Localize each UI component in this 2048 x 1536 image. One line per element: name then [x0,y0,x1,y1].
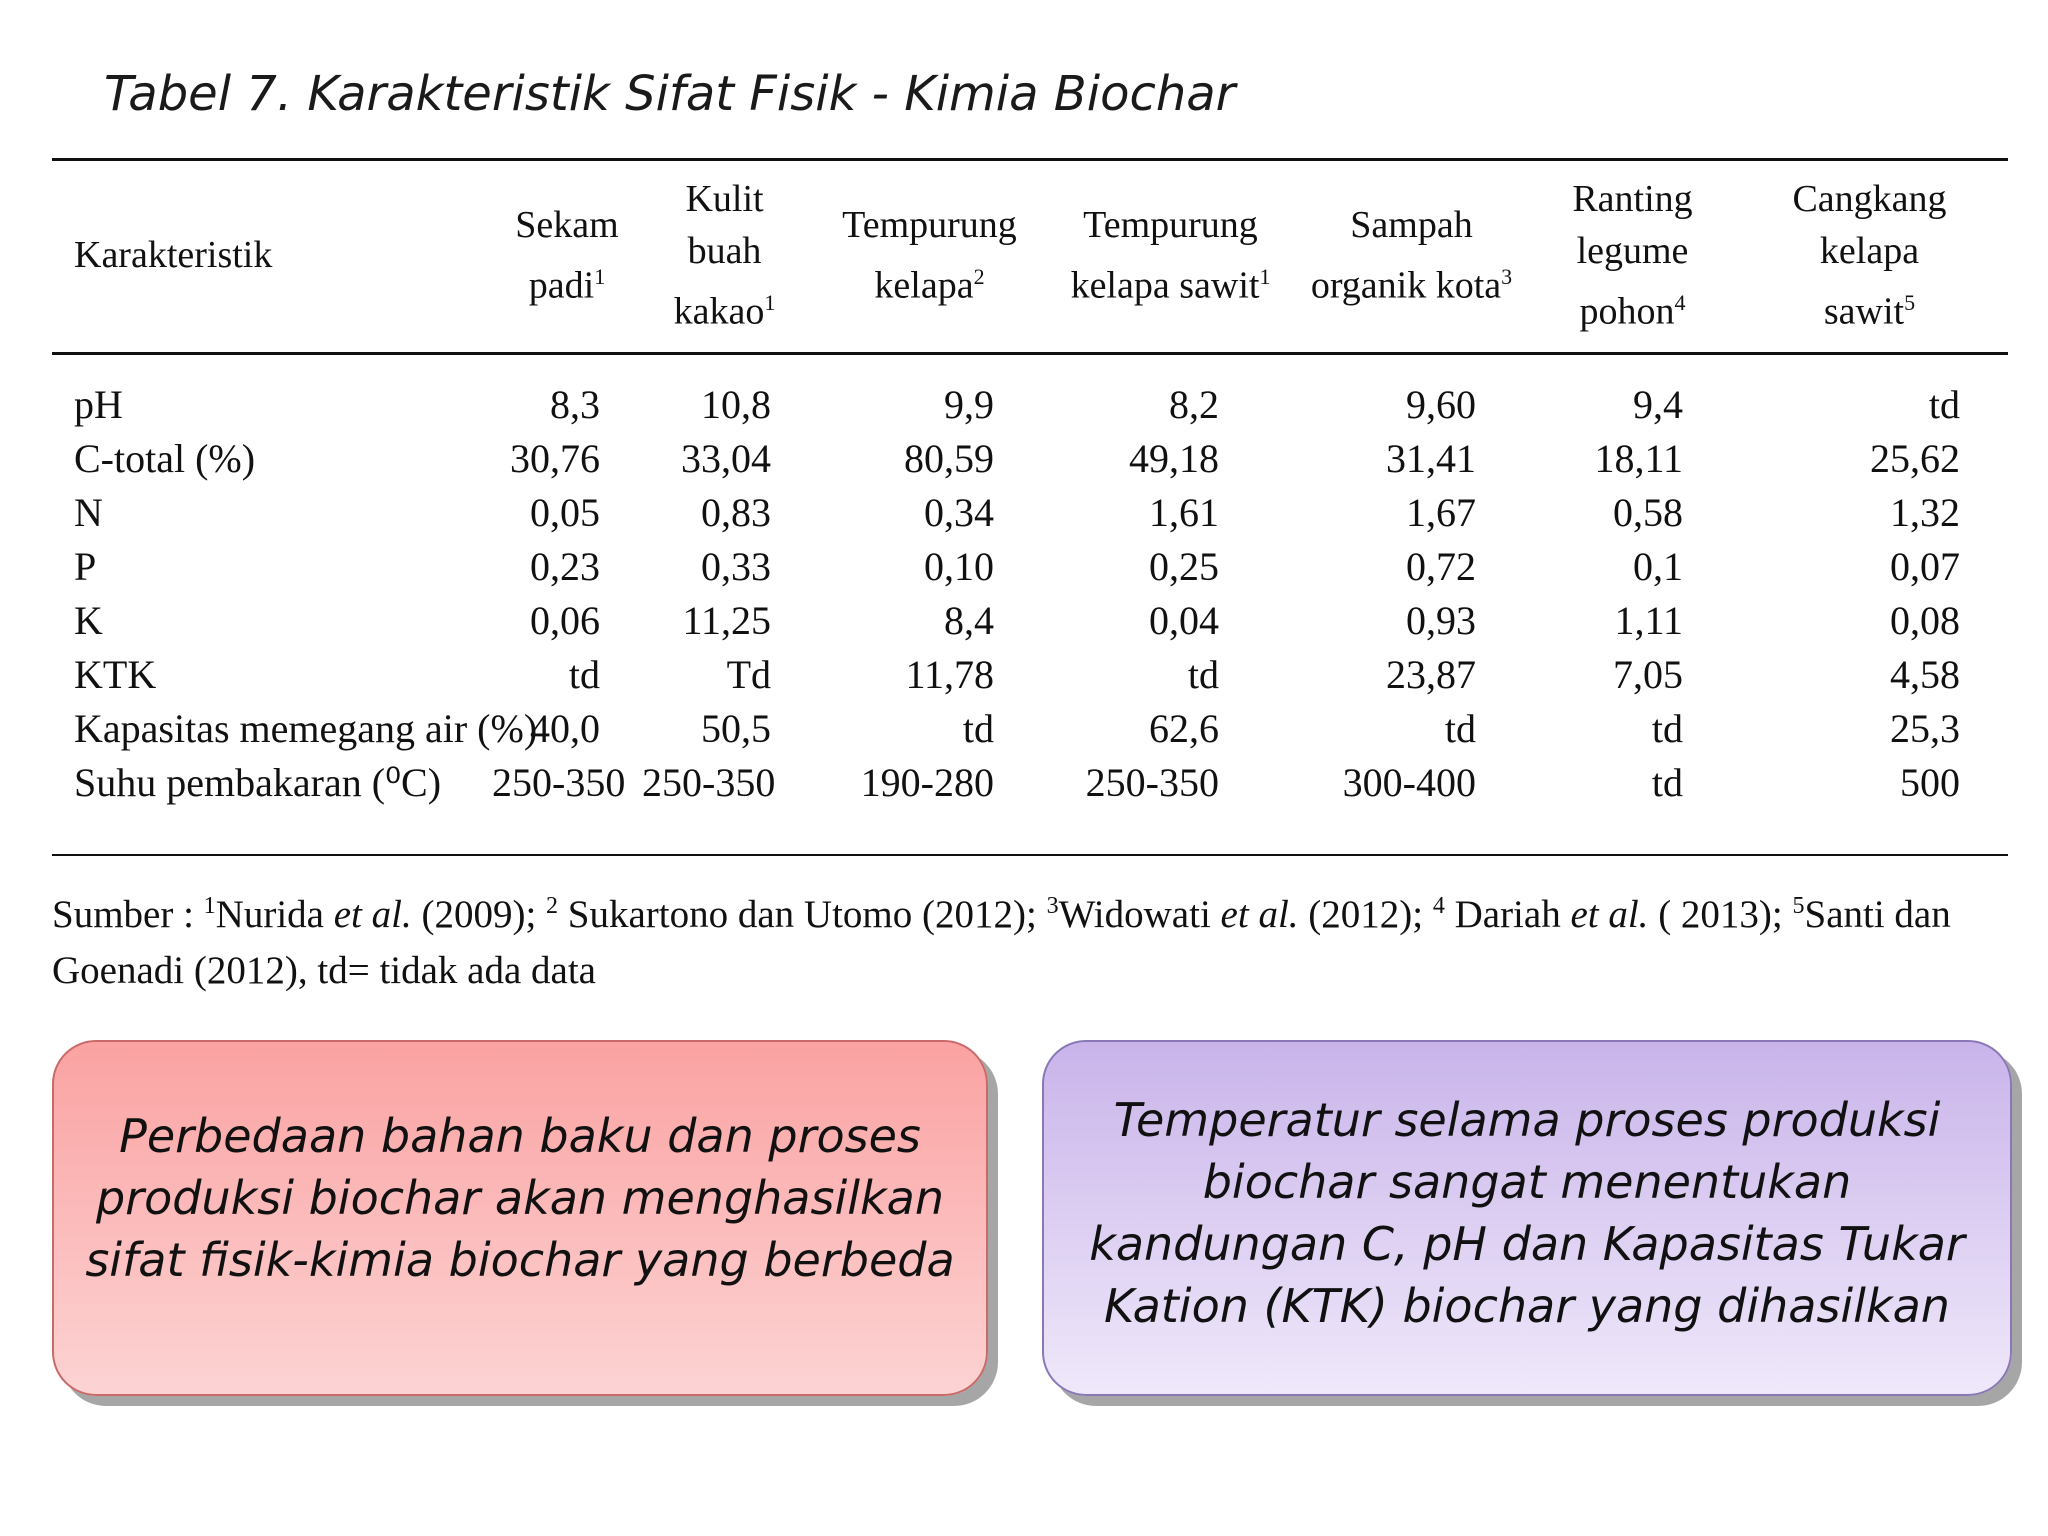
column-header [1534,160,1731,350]
table-cell: 0,04 [1149,598,1219,643]
callout-text: Perbedaan bahan baku dan proses produksi biochar akan menghasilkan sifat fisik-kimia biochar yang berbeda [85,1109,955,1287]
table-cell: 500 [1900,760,1960,805]
source-footnote [52,878,2012,999]
footnote-author: Nurida [215,893,324,936]
footnote-etal: et al. [1560,893,1649,936]
table-cell: 0,23 [530,544,600,589]
table-cell: 0,33 [701,544,771,589]
column-header-sup: 1 [764,289,776,315]
footnote-sup: 2 [546,893,559,919]
table-cell: 25,3 [1890,706,1960,751]
footnote-sup: 1 [203,893,216,919]
footnote-author: Sukartono dan Utomo [558,893,913,936]
table-cell: 190-280 [860,760,994,805]
row-label: K [74,598,103,643]
table-row [52,350,2008,432]
footnote-year: (2012); [1298,893,1433,936]
table-cell: 0,05 [530,490,600,535]
table-cell: td [962,706,994,751]
column-header-line: legume [1576,229,1689,272]
table-cell: 40,0 [530,706,600,751]
table-cell: td [568,652,600,697]
column-header [52,160,492,350]
table-row [52,702,2008,756]
table-cell: 33,04 [681,436,771,481]
table-cell: 0,1 [1633,544,1683,589]
table-cell: 0,06 [530,598,600,643]
footnote-sup: 3 [1046,893,1059,919]
column-header-sup: 4 [1674,289,1686,315]
table-cell: 18,11 [1594,436,1683,481]
footnote-sup: 4 [1432,893,1445,919]
table-header-row [52,160,2008,350]
table-cell: td [1187,652,1219,697]
footnote-author: Dariah [1444,893,1561,936]
column-header-line: sawit$^5$ [1823,289,1916,333]
column-header-line: Kulit [685,177,764,220]
table-row [52,486,2008,540]
table-cell: 23,87 [1386,652,1476,697]
column-header [807,160,1052,350]
table-cell: 62,6 [1149,706,1219,751]
column-header-line: padi$^1$ [528,263,606,307]
table-cell: 1,32 [1890,490,1960,535]
table-cell: td [1928,382,1960,427]
table-row [52,648,2008,702]
table-cell: 0,72 [1406,544,1476,589]
footnote-year: ( 2013); [1648,893,1793,936]
footnote-prefix: Sumber : [52,893,204,936]
column-header-line: pohon$^4$ [1579,289,1686,333]
table-row [52,756,2008,810]
table-cell: 25,62 [1870,436,1960,481]
table-cell: 300-400 [1342,760,1476,805]
biochar-properties-table [52,160,2008,810]
table-cell: 10,8 [701,382,771,427]
column-header-line: Ranting [1572,177,1693,220]
table-cell: 0,07 [1890,544,1960,589]
table-cell: 9,60 [1406,382,1476,427]
footnote-year: (2012); [912,893,1047,936]
column-header-line: Cangkang [1792,177,1947,220]
footnote-year: (2009); [411,893,547,936]
table-cell: 7,05 [1613,652,1683,697]
table-row [52,432,2008,486]
column-header-line: kelapa$^2$ [874,263,985,307]
table-cell: 250-350 [642,760,776,805]
table-cell: 11,78 [905,652,994,697]
column-header-line: Tempurung [1083,203,1258,246]
column-header-line: kelapa sawit$^1$ [1070,263,1271,307]
table-cell: 49,18 [1129,436,1219,481]
row-label: Suhu pembakaran (⁰C) [74,760,442,805]
column-header-line: kakao$^1$ [673,289,776,333]
table-cell: 30,76 [510,436,600,481]
table-cell: 9,9 [944,382,994,427]
table-cell: 80,59 [904,436,994,481]
table-row [52,540,2008,594]
table-row [52,594,2008,648]
row-label: P [74,544,97,589]
column-header-line: Karakteristik [74,234,273,276]
column-header [1731,160,2008,350]
column-header-line: kelapa [1819,229,1920,272]
footnote-sup: 5 [1792,893,1805,919]
column-header-sup: 2 [973,263,985,289]
table-cell: td [1444,706,1476,751]
table-cell: td [1651,706,1683,751]
table-cell: 1,61 [1149,490,1219,535]
table-cell: 0,10 [924,544,994,589]
column-header-sup: 5 [1904,289,1916,315]
raw-material-callout [52,1040,988,1396]
footnote-etal: et al. [1210,893,1299,936]
column-header-sup: 3 [1501,263,1513,289]
row-label: Kapasitas memegang air (%) [74,706,538,751]
column-header [1289,160,1534,350]
table-cell: 0,93 [1406,598,1476,643]
footnote-etal: et al. [323,893,412,936]
table-cell: 8,2 [1169,382,1219,427]
table-cell: 8,4 [944,598,994,643]
column-header-line: buah [687,229,762,272]
footnote-author: Santi dan Goenadi [52,893,1951,992]
row-label: N [74,490,103,535]
table-cell: 0,58 [1613,490,1683,535]
table-bottom-rule [52,854,2008,856]
column-header-line: Sampah [1350,203,1473,246]
row-label: KTK [74,652,157,697]
footnote-author: Widowati [1058,893,1211,936]
column-header-line: organik kota$^3$ [1310,263,1513,307]
table-cell: 50,5 [701,706,771,751]
slide-title: Tabel 7. Karakteristik Sifat Fisik - Kimia Biochar [104,66,1236,122]
row-label: C-total (%) [74,436,256,481]
table-cell: 8,3 [550,382,600,427]
column-header-sup: 1 [594,263,606,289]
column-header [1052,160,1289,350]
table-cell: 0,08 [1890,598,1960,643]
table-cell: 31,41 [1386,436,1476,481]
table-cell: 9,4 [1633,382,1683,427]
column-header [642,160,807,350]
table-cell: td [1651,760,1683,805]
callout-text: Temperatur selama proses produksi biochar sangat menentukan kandungan C, pH dan Kapasitas Tukar Kation (KTK) biochar yang dihasilkan [1089,1093,1965,1333]
footnote-year: (2012) [184,949,298,992]
column-header-line: Tempurung [842,203,1017,246]
row-label: pH [74,382,123,427]
table-cell: 0,25 [1149,544,1219,589]
temperature-callout [1042,1040,2012,1396]
table-cell: 250-350 [492,760,626,805]
table-cell: Td [726,652,771,697]
table-cell: 0,34 [924,490,994,535]
column-header-sup: 1 [1259,263,1271,289]
column-header [492,160,642,350]
column-header-line: Sekam [515,203,619,246]
table-cell: 250-350 [1085,760,1219,805]
table-cell: 0,83 [701,490,771,535]
table-cell: 11,25 [682,598,771,643]
table-cell: 1,67 [1406,490,1476,535]
footnote-suffix: , td= tidak ada data [297,949,596,992]
table-cell: 4,58 [1890,652,1960,697]
table-cell: 1,11 [1614,598,1683,643]
